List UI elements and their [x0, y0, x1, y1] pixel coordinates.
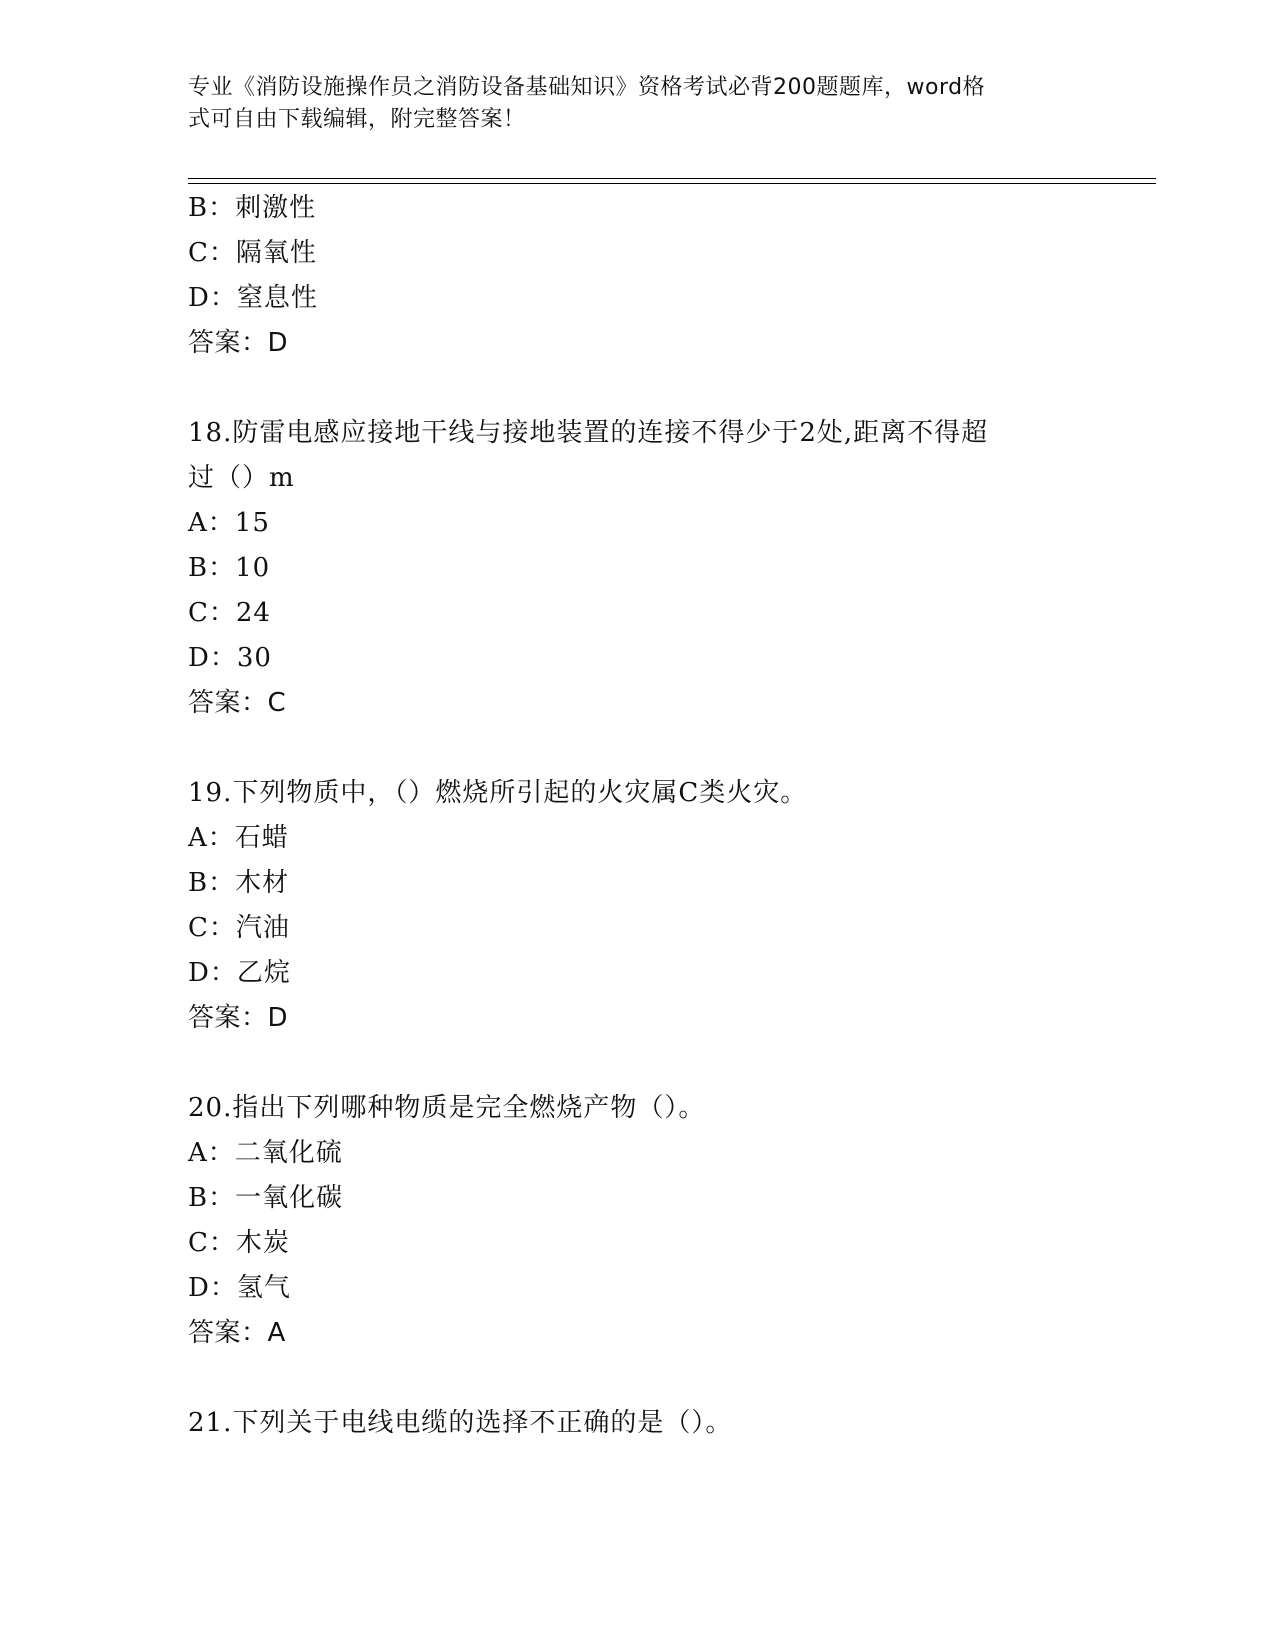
q20-option-b: B：一氧化碳: [188, 1183, 344, 1213]
header-line-2: 式可自由下载编辑，附完整答案！: [188, 107, 526, 132]
document-header: [188, 72, 1068, 136]
q20-stem: 20.指出下列哪种物质是完全燃烧产物（）。: [188, 1093, 706, 1123]
q17-option-b: B：刺激性: [188, 193, 317, 223]
q19-option-c: C：汽油: [188, 913, 290, 943]
q18-answer: 答案：C: [188, 688, 287, 718]
q18-stem-line-2: 过（）m: [188, 463, 295, 493]
q17-option-d: D：窒息性: [188, 283, 318, 313]
q18-option-d: D：30: [188, 643, 272, 673]
header-divider-top: [188, 178, 1156, 179]
q18-option-b: B：10: [188, 553, 271, 583]
q20-option-d: D：氢气: [188, 1273, 291, 1303]
q19-option-b: B：木材: [188, 868, 290, 898]
q18-option-c: C：24: [188, 598, 271, 628]
q18-option-a: A：15: [188, 508, 270, 538]
q19-option-a: A：石蜡: [188, 823, 289, 853]
q19-option-d: D：乙烷: [188, 958, 291, 988]
q20-option-a: A：二氧化硫: [188, 1138, 343, 1168]
header-divider-bottom: [188, 183, 1156, 184]
q17-option-c: C：隔氧性: [188, 238, 317, 268]
q20-option-c: C：木炭: [188, 1228, 290, 1258]
header-line-1: 专业《消防设施操作员之消防设备基础知识》资格考试必背200题题库，word格: [188, 75, 986, 100]
q17-answer: 答案：D: [188, 328, 289, 358]
q20-answer: 答案：A: [188, 1318, 286, 1348]
q19-answer: 答案：D: [188, 1003, 289, 1033]
q18-stem-line-1: 18.防雷电感应接地干线与接地装置的连接不得少于2处,距离不得超: [188, 418, 989, 448]
q19-stem: 19.下列物质中，（）燃烧所引起的火灾属C类火灾。: [188, 778, 808, 808]
q21-stem: 21.下列关于电线电缆的选择不正确的是（）。: [188, 1408, 733, 1438]
